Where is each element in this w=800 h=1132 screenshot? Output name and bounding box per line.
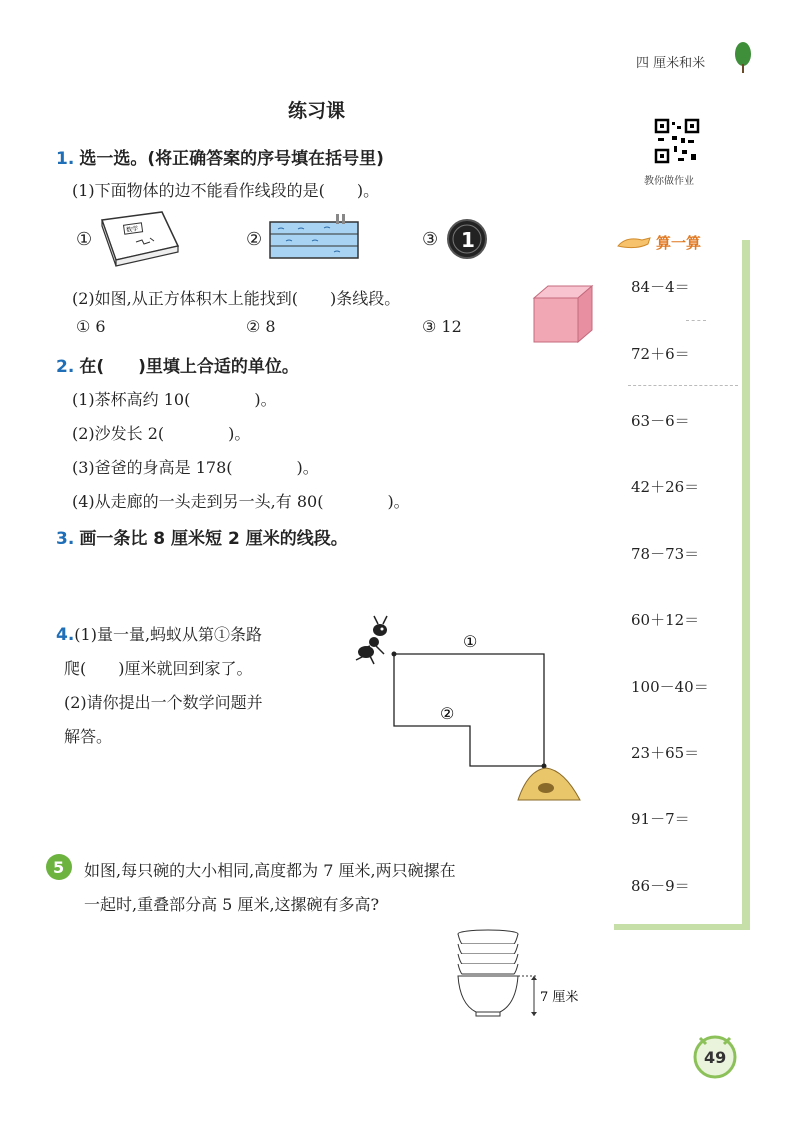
q3-prompt: 画一条比 8 厘米短 2 厘米的线段。 xyxy=(79,529,348,549)
ant-path-diagram xyxy=(350,612,590,804)
q1-sub2-option-3: ③ 12 xyxy=(422,317,462,336)
q2-prompt: 在( )里填上合适的单位。 xyxy=(79,357,299,377)
page-number-badge xyxy=(690,1030,740,1080)
water-tank-image xyxy=(268,212,362,262)
q1-sub2-option-1: ① 6 xyxy=(76,317,106,336)
coin-label: 1 xyxy=(461,228,475,252)
q1-option-1: ① xyxy=(76,229,93,250)
q3-number: 3. xyxy=(56,529,75,549)
q1-header xyxy=(56,144,384,169)
q4-text-4: 解答。 xyxy=(64,727,113,746)
calc-item-4: 42＋26＝ xyxy=(631,478,700,496)
book-label: 数学 xyxy=(125,225,139,234)
coin-image xyxy=(446,218,488,260)
q5-badge-icon xyxy=(44,852,74,882)
q1-prompt: 选一选。(将正确答案的序号填在括号里) xyxy=(79,149,384,169)
bowl-stack-image xyxy=(448,924,598,1024)
q5-text-1: 如图,每只碗的大小相同,高度都为 7 厘米,两只碗摞在 xyxy=(84,861,456,880)
calc-item-2: 72＋6＝ xyxy=(631,345,690,363)
anthill-icon xyxy=(518,768,580,800)
q4-line-1 xyxy=(56,622,262,645)
hand-icon xyxy=(616,232,652,252)
calc-item-9: 91－7＝ xyxy=(631,810,690,828)
calc-item-6: 60＋12＝ xyxy=(631,611,700,629)
calc-item-3: 63－6＝ xyxy=(631,412,690,430)
q4-text-1: (1)量一量,蚂蚁从第①条路 xyxy=(74,625,263,644)
q1-option-3: ③ xyxy=(422,229,439,250)
q1-sub1: (1)下面物体的边不能看作线段的是( )。 xyxy=(72,181,380,200)
q5-number: 5 xyxy=(53,858,65,877)
chapter-label: 四 厘米和米 xyxy=(636,56,706,71)
q1-sub2-option-2: ② 8 xyxy=(246,317,276,336)
path-2-label: ② xyxy=(440,704,455,723)
calc-item-8: 23＋65＝ xyxy=(631,744,700,762)
calc-separator xyxy=(686,320,706,321)
cube-image xyxy=(532,284,596,346)
q2-item-2: (2)沙发长 2( )。 xyxy=(72,424,251,443)
q5-text-2: 一起时,重叠部分高 5 厘米,这摞碗有多高? xyxy=(84,895,380,914)
q4-number: 4. xyxy=(56,625,75,645)
q2-item-3: (3)爸爸的身高是 178( )。 xyxy=(72,458,319,477)
calc-item-7: 100－40＝ xyxy=(631,678,709,696)
q3-header xyxy=(56,524,348,549)
q2-item-4: (4)从走廊的一头走到另一头,有 80( )。 xyxy=(72,492,410,511)
page-number: 49 xyxy=(704,1048,727,1067)
book-image xyxy=(98,206,182,270)
calc-item-1: 84－4＝ xyxy=(631,278,690,296)
calc-item-10: 86－9＝ xyxy=(631,877,690,895)
qr-caption: 教你做作业 xyxy=(644,176,694,187)
ant-icon xyxy=(356,616,387,664)
calc-item-5: 78－73＝ xyxy=(631,545,700,563)
q2-header xyxy=(56,352,299,377)
q2-item-1: (1)茶杯高约 10( )。 xyxy=(72,390,277,409)
path-1-label: ① xyxy=(463,632,478,651)
page-title: 练习课 xyxy=(288,100,346,122)
q1-sub2: (2)如图,从正方体积木上能找到( )条线段。 xyxy=(72,289,401,308)
q4-text-3: (2)请你提出一个数学问题并 xyxy=(64,693,263,712)
q1-number: 1. xyxy=(56,149,75,169)
q4-text-2: 爬( )厘米就回到家了。 xyxy=(64,659,253,678)
tree-icon xyxy=(732,40,754,74)
calc-separator xyxy=(628,385,738,386)
bowl-height-label: 7 厘米 xyxy=(540,990,579,1005)
calc-title: 算一算 xyxy=(656,234,702,252)
qr-code-icon[interactable] xyxy=(654,118,700,164)
q2-number: 2. xyxy=(56,357,75,377)
q1-option-2: ② xyxy=(246,229,263,250)
